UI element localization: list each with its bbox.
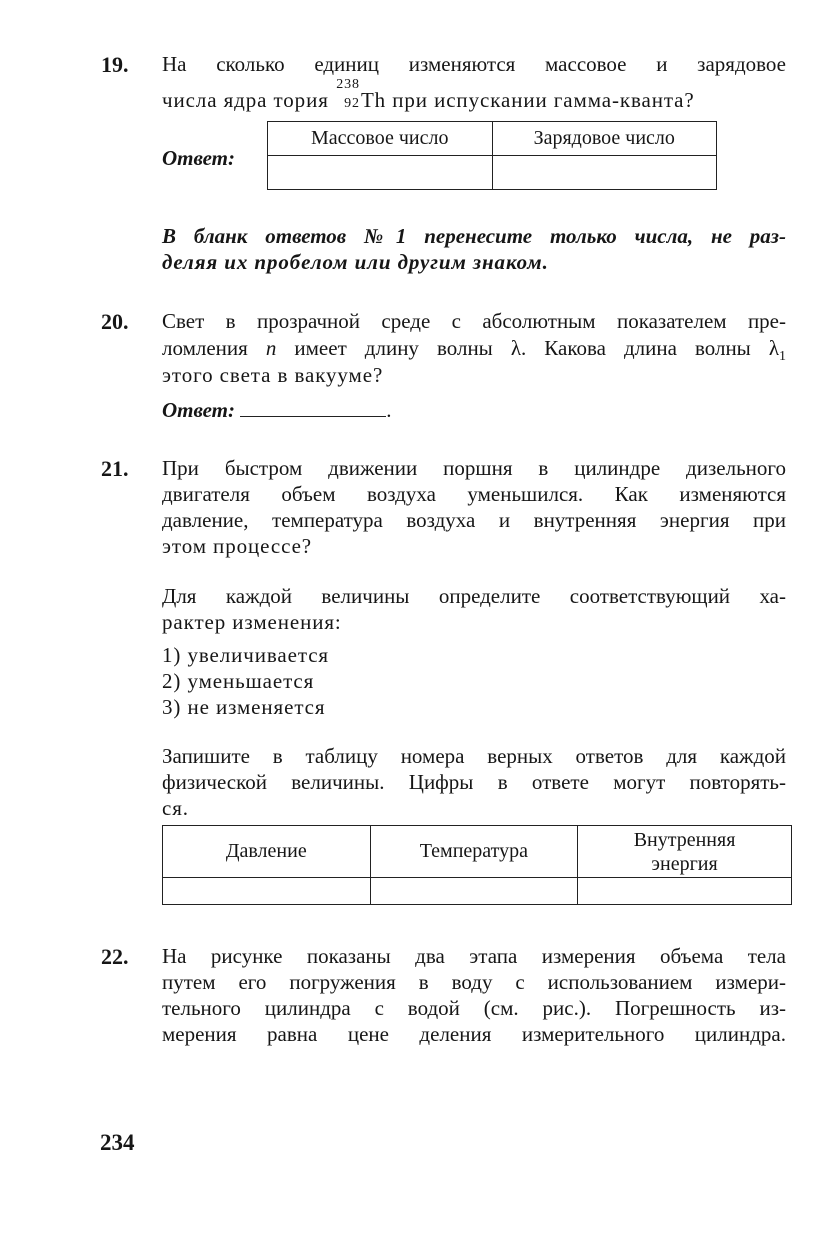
q20-answer-blank[interactable] [240,398,386,417]
q21-header-pressure: Давление [163,826,371,878]
q19-text-line1: На сколько единиц изменяются массовое и зарядовое [162,52,786,76]
q21-para3-line3: ся. [162,796,189,820]
q20-text-line1: Свет в прозрачной среде с абсолютным показателем пре- [162,309,786,333]
q20-text-line3: этого света в вакууме? [162,363,384,387]
page-number: 234 [100,1130,135,1155]
q21-number: 21. [101,456,129,481]
q21-para3-line1: Запишите в таблицу номера верных ответов для каждой [162,744,786,768]
q21-cell-energy[interactable] [578,878,792,905]
q21-para1-line1: При быстром движении поршня в цилиндре дизельного [162,456,786,480]
q22-line1: На рисунке показаны два этапа измерения объема тела [162,944,786,968]
q19-note-line1: В бланк ответов №1 перенесите только числа, не раз- [162,224,786,248]
q21-option-3: 3) не изменяется [162,695,326,719]
q22-line2: путем его погружения в воду с использованием измери- [162,970,786,994]
q19-header-mass: Массовое число [268,122,493,156]
q19-header-charge: Зарядовое число [492,122,717,156]
q21-header-temperature: Температура [370,826,578,878]
q20-text-line2: ломления n имеет длину волны λ. Какова длина волны $\lambda_1$ [162,336,787,365]
q21-para1-line3: давление, температура воздуха и внутренняя энергия при [162,508,786,532]
q21-para2-line2: рактер изменения: [162,610,342,634]
thorium-isotope: 238 92 [336,77,360,111]
q19-text-line2: числа ядра тория 238 92 Th при испускании гамма-кванта? [162,77,695,112]
q21-para1-line2: двигателя объем воздуха уменьшился. Как изменяются [162,482,786,506]
q21-header-energy: Внутренняя энергия [578,826,792,878]
q19-number: 19. [101,52,129,77]
q19-cell-charge[interactable] [492,156,717,190]
q20-number: 20. [101,309,129,334]
q21-answer-table [162,825,792,905]
q22-line4: мерения равна цене деления измерительного цилиндра. [162,1022,786,1046]
q22-line3: тельного цилиндра с водой (см. рис.). Погрешность из- [162,996,786,1020]
q21-cell-temperature[interactable] [370,878,578,905]
q21-option-1: 1) увеличивается [162,643,329,667]
q19-answer-label: Ответ: [162,146,235,170]
q20-answer-row: Ответ: . [162,398,392,422]
q21-para1-line4: этом процессе? [162,534,313,558]
q22-number: 22. [101,944,129,969]
q21-cell-pressure[interactable] [163,878,371,905]
q21-para3-line2: физической величины. Цифры в ответе могут повторять- [162,770,786,794]
q19-answer-table [267,121,717,190]
q21-para2-line1: Для каждой величины определите соответствующий ха- [162,584,786,608]
q21-option-2: 2) уменьшается [162,669,315,693]
q19-note-line2: деляя их пробелом или другим знаком. [162,250,549,274]
q19-cell-mass[interactable] [268,156,493,190]
